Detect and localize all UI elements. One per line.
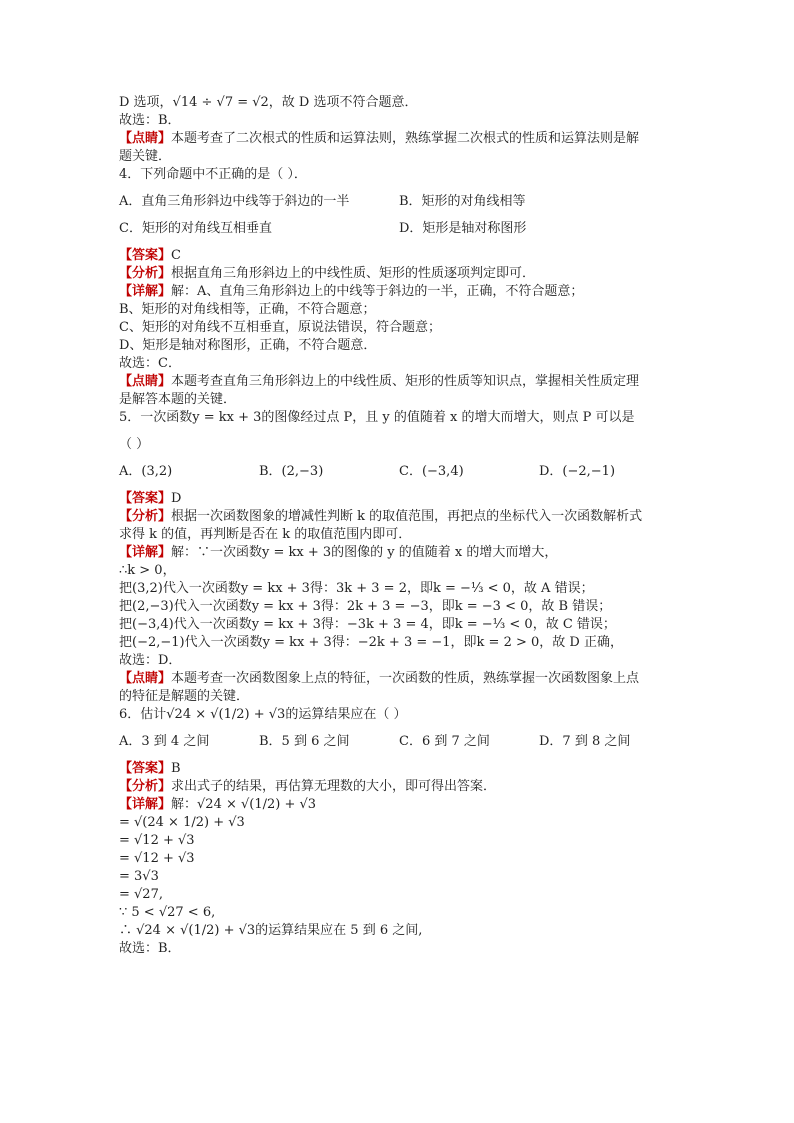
options-row xyxy=(119,220,679,238)
question-4: 4．下列命题中不正确的是（ ）． xyxy=(119,167,307,182)
math-step: ∵ 5 < √27 < 6, xyxy=(119,905,216,920)
text-line: C、矩形的对角线不互相垂直，原说法错误，符合题意； xyxy=(119,320,441,335)
text-line: 把(2,−3)代入一次函数y = kx + 3得：2k + 3 = −3，即k = −3 < 0，故 B 错误； xyxy=(119,599,612,614)
text-line: 的特征是解题的关键． xyxy=(119,689,250,704)
math-step: = √(24 × 1/2) + √3 xyxy=(119,815,245,830)
text-line: 故选：D． xyxy=(119,653,182,668)
detail-line: 【详解】解：√24 × √(1/2) + √3 xyxy=(119,797,317,812)
option-c: C．(−3,4) xyxy=(399,464,464,479)
math-step: = √27, xyxy=(119,887,163,902)
option-b: B．矩形的对角线相等 xyxy=(399,194,526,209)
option-c: C．6 到 7 之间 xyxy=(399,734,490,749)
point-line: 【点睛】本题考查一次函数图象上点的特征，一次函数的性质，熟练掌握一次函数图象上点 xyxy=(119,671,640,686)
options-row xyxy=(119,463,679,481)
option-c: C．矩形的对角线互相垂直 xyxy=(119,221,272,236)
options-row xyxy=(119,193,679,211)
analysis-line: 【分析】根据一次函数图象的增减性判断 k 的取值范围，再把点的坐标代入一次函数解析式 xyxy=(119,509,643,524)
option-b: B．(2,−3) xyxy=(259,464,324,479)
analysis-line: 【分析】根据直角三角形斜边上的中线性质、矩形的性质逐项判定即可． xyxy=(119,266,536,281)
option-a: A．(3,2) xyxy=(119,464,173,479)
text-line: 把(−3,4)代入一次函数y = kx + 3得：−3k + 3 = 4，即k = −⅓ < 0，故 C 错误； xyxy=(119,617,616,632)
answer-line: 【答案】D xyxy=(119,491,182,506)
text-line: ∴k > 0， xyxy=(119,563,176,578)
text-line: 是解答本题的关键． xyxy=(119,392,237,407)
detail-line: 【详解】解：∵一次函数y = kx + 3的图像的 y 的值随着 x 的增大而增大， xyxy=(119,545,558,560)
text-line: 故选：C． xyxy=(119,356,181,371)
document-content xyxy=(119,94,679,958)
option-d: D．(−2,−1) xyxy=(539,464,616,479)
answer-line: 【答案】B xyxy=(119,761,181,776)
point-line: 【点睛】本题考查直角三角形斜边上的中线性质、矩形的性质等知识点，掌握相关性质定理 xyxy=(119,374,640,389)
text-line: 【点睛】本题考查了二次根式的性质和运算法则，熟练掌握二次根式的性质和运算法则是解 xyxy=(119,131,640,146)
math-step: ∴ √24 × √(1/2) + √3的运算结果应在 5 到 6 之间, xyxy=(119,923,423,938)
math-step: = 3√3 xyxy=(119,869,159,884)
question-5: 5．一次函数y = kx + 3的图像经过点 P，且 y 的值随着 x 的增大而增大，则点 P 可以是 xyxy=(119,410,635,425)
detail-line: 【详解】解：A、直角三角形斜边上的中线等于斜边的一半，正确，不符合题意； xyxy=(119,284,584,299)
text-line: 求得 k 的值，再判断是否在 k 的取值范围内即可． xyxy=(119,527,412,542)
text-line: （ ） xyxy=(119,437,150,452)
option-d: D．矩形是轴对称图形 xyxy=(399,221,527,236)
text-line: 把(3,2)代入一次函数y = kx + 3得：3k + 3 = 2，即k = −⅓ < 0，故 A 错误； xyxy=(119,581,594,596)
text-line: 题关键． xyxy=(119,149,172,164)
option-b: B．5 到 6 之间 xyxy=(259,734,350,749)
option-a: A．3 到 4 之间 xyxy=(119,734,210,749)
text-line: 把(−2,−1)代入一次函数y = kx + 3得：−2k + 3 = −1，即k = 2 > 0，故 D 正确， xyxy=(119,635,623,650)
text-line: B、矩形的对角线相等，正确，不符合题意； xyxy=(119,302,376,317)
math-step: = √12 + √3 xyxy=(119,833,195,848)
tag-label: 【点睛】 xyxy=(119,131,172,146)
text-line: 故选：B． xyxy=(119,941,181,956)
text-line: D 选项，√14 ÷ √7 = √2，故 D 选项不符合题意． xyxy=(119,95,418,110)
math-step: = √12 + √3 xyxy=(119,851,195,866)
answer-line: 【答案】C xyxy=(119,248,181,263)
option-a: A．直角三角形斜边中线等于斜边的一半 xyxy=(119,194,350,209)
options-row xyxy=(119,733,679,751)
text-line: 故选：B． xyxy=(119,113,181,128)
analysis-line: 【分析】求出式子的结果，再估算无理数的大小，即可得出答案． xyxy=(119,779,497,794)
option-d: D．7 到 8 之间 xyxy=(539,734,631,749)
question-6: 6．估计√24 × √(1/2) + √3的运算结果应在（ ） xyxy=(119,707,407,722)
text-line: D、矩形是轴对称图形，正确，不符合题意． xyxy=(119,338,377,353)
